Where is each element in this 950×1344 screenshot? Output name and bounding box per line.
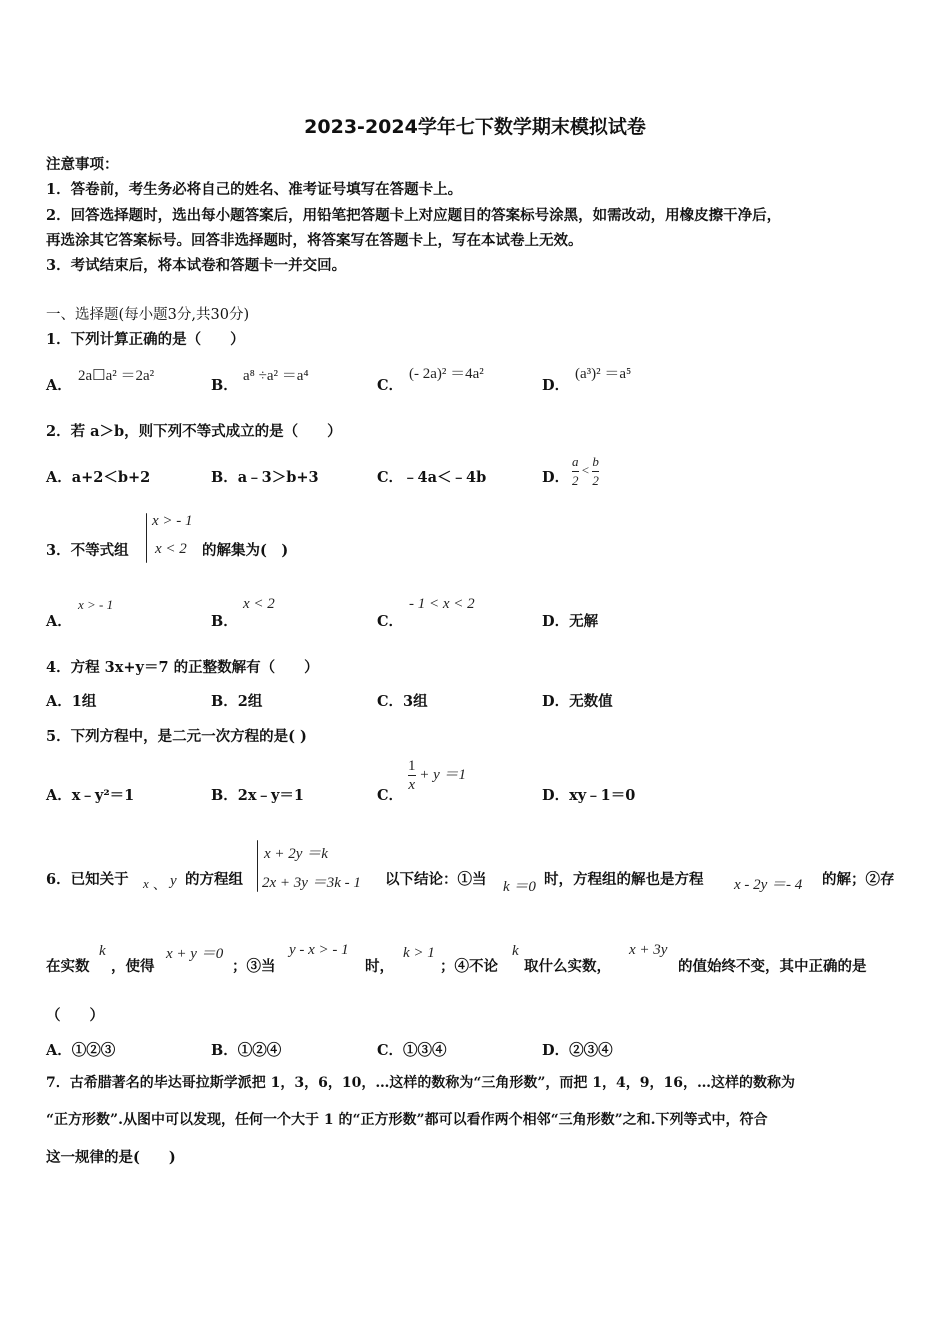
q3-prefix: 3．不等式组 xyxy=(46,542,129,559)
q6-eq3: y - x > - 1 xyxy=(289,942,349,958)
q6-var-x: x xyxy=(143,876,149,891)
q6-part-8: ；③当 xyxy=(232,958,276,975)
q3-brace xyxy=(146,513,147,563)
q6-k: k xyxy=(99,943,106,959)
q3-option-b-label: B． xyxy=(211,613,238,630)
q5-c-rest: + y ＝1 xyxy=(419,766,467,783)
q6-sys-line-2: 2x + 3y ＝3k - 1 xyxy=(262,875,361,891)
q6-part-2: 的方程组 xyxy=(185,871,243,888)
q6-eq5: x + 3y xyxy=(629,942,668,958)
q5-option-c-expr xyxy=(408,757,466,794)
q3-option-b-expr: x < 2 xyxy=(243,596,275,612)
q2-stem: 2．若 a＞b，则下列不等式成立的是（ ） xyxy=(46,423,342,440)
q6-option-d: D．②③④ xyxy=(542,1042,613,1059)
q6-part-9: 时， xyxy=(365,958,394,975)
q6-eq2: x + y ＝0 xyxy=(166,946,224,962)
q6-option-b: B．①②④ xyxy=(211,1042,282,1059)
q3-option-a-label: A． xyxy=(46,613,72,630)
q5-option-a: A．x﹣y²＝1 xyxy=(46,787,135,804)
q6-eq4: k > 1 xyxy=(403,945,435,961)
q1-option-c-label: C． xyxy=(377,377,404,394)
q2-option-c: C．﹣4a＜﹣4b xyxy=(377,469,487,486)
q2-d-left-den: 2 xyxy=(572,473,579,488)
q2-option-a: A．a+2＜b+2 xyxy=(46,469,151,486)
q2-d-right-den: 2 xyxy=(592,473,599,488)
notice-item-3: 3．考试结束后，将本试卷和答题卡一并交回。 xyxy=(46,257,347,274)
q6-k0: k ＝0 xyxy=(503,879,536,895)
q5-option-b: B．2x﹣y＝1 xyxy=(211,787,305,804)
q6-sys-line-1: x + 2y ＝k xyxy=(264,846,328,862)
q3-option-c-label: C． xyxy=(377,613,404,630)
q5-stem: 5．下列方程中，是二元一次方程的是( ) xyxy=(46,728,307,745)
q1-option-b-expr: a⁸ ÷a² ＝a⁴ xyxy=(243,368,309,384)
q3-option-c-expr: - 1 < x < 2 xyxy=(409,596,475,612)
notice-item-1: 1．答卷前，考生务必将自己的姓名、准考证号填写在答题卡上。 xyxy=(46,181,463,198)
q6-answer-paren: （ ） xyxy=(46,1007,104,1024)
q1-option-b-label: B． xyxy=(211,377,238,394)
q4-stem: 4．方程 3x+y＝7 的正整数解有（ ） xyxy=(46,659,319,676)
q7-line-3: 这一规律的是( ) xyxy=(46,1149,176,1166)
q6-part-11: 取什么实数， xyxy=(524,958,611,975)
q6-option-a: A．①②③ xyxy=(46,1042,116,1059)
q4-option-b: B．2组 xyxy=(211,693,263,710)
q6-part-4: 时，方程组的解也是方程 xyxy=(544,871,704,888)
q1-option-d-label: D． xyxy=(542,377,570,394)
q3-suffix: 的解集为( ) xyxy=(202,542,289,559)
q6-sep: 、 xyxy=(153,878,167,893)
q1-option-d-expr: (a³)² ＝a⁵ xyxy=(575,366,632,382)
q6-part-10: ；④不论 xyxy=(440,958,498,975)
q1-option-a-label: A． xyxy=(46,377,72,394)
q2-d-left-num: a xyxy=(572,453,579,472)
q1-option-c-expr: (- 2a)² ＝4a² xyxy=(409,366,484,382)
q6-brace xyxy=(257,840,258,892)
q6-part-12: 的值始终不变，其中正确的是 xyxy=(678,958,867,975)
q1-option-a-expr: 2a☐a² ＝2a² xyxy=(78,368,155,384)
notice-heading: 注意事项： xyxy=(46,156,119,173)
q4-option-a: A．1组 xyxy=(46,693,97,710)
notice-item-2: 2．回答选择题时，选出每小题答案后，用铅笔把答题卡上对应题目的答案标号涂黑，如需改动，用橡皮擦干净后， xyxy=(46,207,782,224)
q6-eq1: x - 2y ＝- 4 xyxy=(734,877,803,893)
q5-c-den: x xyxy=(408,777,416,793)
q4-option-d: D．无数值 xyxy=(542,693,613,710)
q2-option-d-label: D． xyxy=(542,469,570,486)
q6-part-3: 以下结论：①当 xyxy=(385,871,487,888)
q4-option-c: C．3组 xyxy=(377,693,428,710)
q5-option-c-label: C． xyxy=(377,787,404,804)
q6-part-7: ，使得 xyxy=(111,958,155,975)
q2-option-b: B．a﹣3＞b+3 xyxy=(211,469,319,486)
q1-stem: 1．下列计算正确的是（ ） xyxy=(46,331,245,348)
page-title: 2023-2024学年七下数学期末模拟试卷 xyxy=(304,116,646,138)
q2-option-d-expr xyxy=(572,453,599,490)
notice-item-2-cont: 再选涂其它答案标号。回答非选择题时，将答案写在答题卡上，写在本试卷上无效。 xyxy=(46,232,583,249)
q6-option-c: C．①③④ xyxy=(377,1042,447,1059)
q5-option-d: D．xy﹣1＝0 xyxy=(542,787,636,804)
q6-part-5: 的解；②存 xyxy=(822,871,895,888)
q7-line-2: “正方形数”.从图中可以发现，任何一个大于 1 的“正方形数”都可以看作两个相邻“三角形数”之和.下列等式中，符合 xyxy=(46,1112,768,1128)
q3-option-a-expr: x > - 1 xyxy=(78,597,114,612)
q2-d-op: < xyxy=(581,462,590,478)
q6-k2: k xyxy=(512,943,519,959)
q5-c-num: 1 xyxy=(408,758,416,774)
section-heading: 一、选择题(每小题3分,共30分) xyxy=(46,307,250,323)
q3-sys-line-1: x > - 1 xyxy=(152,513,193,529)
q2-d-right-num: b xyxy=(592,453,599,472)
q7-line-1: 7．古希腊著名的毕达哥拉斯学派把 1，3，6，10，…这样的数称为“三角形数”，而把 1，4，9，16，…这样的数称为 xyxy=(46,1075,796,1091)
q3-option-d: D．无解 xyxy=(542,613,599,630)
q3-sys-line-2: x < 2 xyxy=(155,541,187,557)
q6-var-y: y xyxy=(170,873,177,889)
q6-part-1: 6．已知关于 xyxy=(46,871,129,888)
q6-part-6: 在实数 xyxy=(46,958,90,975)
